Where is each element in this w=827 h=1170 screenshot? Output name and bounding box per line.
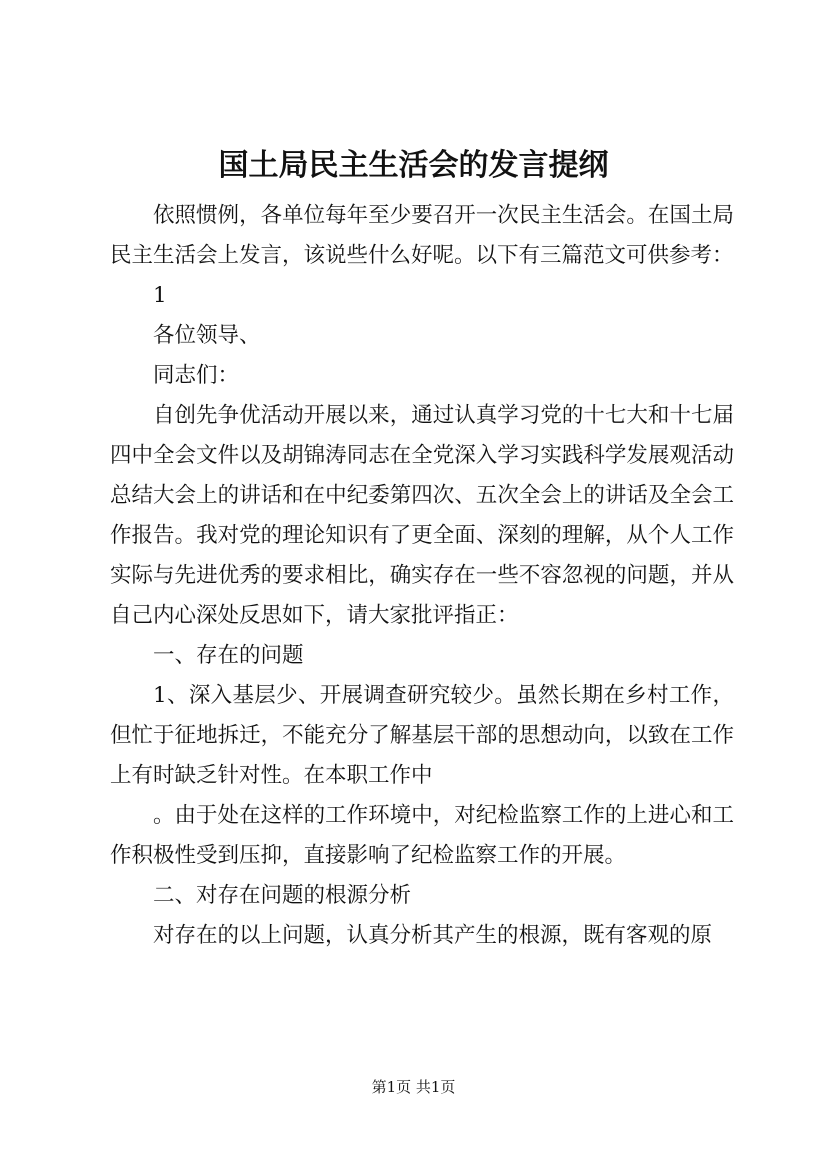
paragraph-section-number: 1	[153, 283, 167, 308]
heading-existing-problems: 一、存在的问题	[153, 643, 304, 668]
paragraph-main-statement: 自创先争优活动开展以来，通过认真学习党的十七大和十七届四中全会文件以及胡锦涛同志在全党深入学习实践科学发展观活动总结大会上的讲话和在中纪委第四次、五次全会上的讲话及全会工作报告。我对党的理论知识有了更全面、深刻的理解，从个人工作实际与先进优秀的要求相比，确实存在一些不容忽视的问题，并从自己内心深处反思如下，请大家批评指正：	[110, 403, 734, 628]
heading-root-cause-analysis: 二、对存在问题的根源分析	[153, 883, 412, 908]
document-body	[110, 196, 734, 956]
paragraph-analysis-start: 对存在的以上问题，认真分析其产生的根源，既有客观的原	[153, 923, 713, 948]
paragraph-problem-one: 1、深入基层少、开展调查研究较少。虽然长期在乡村工作，但忙于征地拆迁，不能充分了解基层干部的思想动向，以致在工作上有时缺乏针对性。在本职工作中	[110, 683, 734, 788]
page-footer: 第1页 共1页	[371, 1078, 456, 1096]
paragraph-salutation-comrades: 同志们：	[153, 363, 240, 388]
document-title: 国土局民主生活会的发言提纲	[218, 148, 609, 183]
paragraph-salutation-leaders: 各位领导、	[153, 323, 261, 348]
paragraph-work-environment: 。由于处在这样的工作环境中，对纪检监察工作的上进心和工作积极性受到压抑，直接影响了纪检监察工作的开展。	[110, 803, 734, 868]
paragraph-intro: 依照惯例，各单位每年至少要召开一次民主生活会。在国土局民主生活会上发言，该说些什么好呢。以下有三篇范文可供参考：	[110, 203, 734, 268]
